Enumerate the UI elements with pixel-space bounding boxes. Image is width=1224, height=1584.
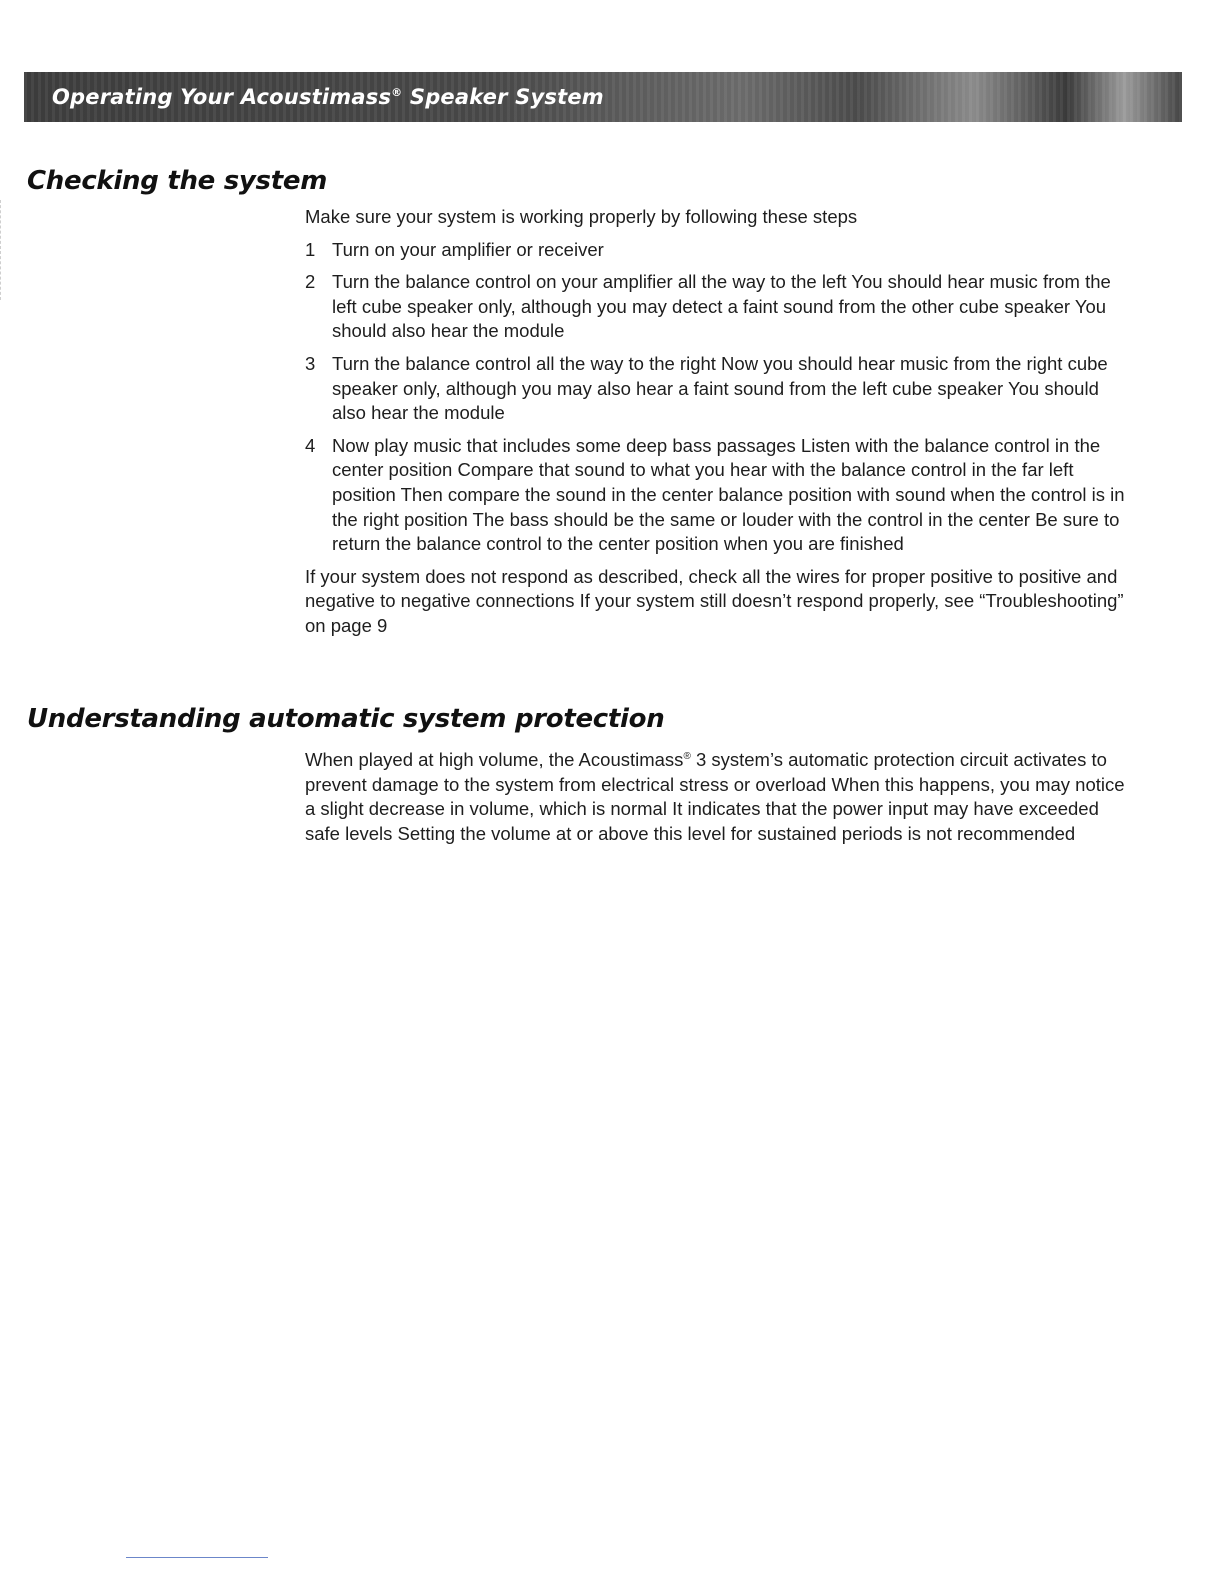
section-body-protection [305,745,1135,847]
step-number: 3 [305,352,316,374]
page-header-banner [24,72,1182,122]
list-item [305,434,1135,557]
protection-paragraph: When played at high volume, the Acoustimass® 3 system’s automatic protection circuit activates to prevent damage to the system from electrical stress or overload When this happens, you may notice a slight decrease in volume, which is normal It indicates that the power input may have exceeded safe levels Setting the volume at or above this level for sustained periods is not recommended [305,749,1125,844]
step-number: 2 [305,271,316,293]
step-text: Turn on your amplifier or receiver [332,238,604,260]
intro-paragraph: Make sure your system is working properly by following these steps [305,206,858,227]
scan-edge-mark [0,200,2,300]
section-body-checking [305,205,1135,639]
outro-paragraph: If your system does not respond as described, check all the wires for proper positive to positive and negative to negative connections If your system still doesn’t respond properly, see “Troubleshooting” on page 9 [305,565,1124,636]
section-heading-protection: Understanding automatic system protection [27,704,665,734]
steps-list [305,238,1135,557]
list-item [305,238,1135,263]
list-item [305,352,1135,426]
footer-divider [126,1557,268,1558]
step-text: Turn the balance control on your amplifier all the way to the left You should hear music from the left cube speaker only, although you may detect a faint sound from the other cube speaker You should also hear the module [332,271,1111,342]
list-item [305,270,1135,344]
banner-title: Operating Your Acoustimass® Speaker System [52,85,604,109]
step-number: 1 [305,238,316,260]
section-heading-checking: Checking the system [27,166,327,196]
step-text: Turn the balance control all the way to the right Now you should hear music from the right cube speaker only, although you may also hear a faint sound from the left cube speaker You should also hear the module [332,352,1108,424]
step-number: 4 [305,434,316,456]
step-text: Now play music that includes some deep bass passages Listen with the balance control in the center position Compare that sound to what you hear with the balance control in the far left position Then compare the sound in the center balance position with sound when the control is in the right position The bass should be the same or louder with the control in the center Be sure to return the balance control to the center position when you are finished [332,434,1125,555]
